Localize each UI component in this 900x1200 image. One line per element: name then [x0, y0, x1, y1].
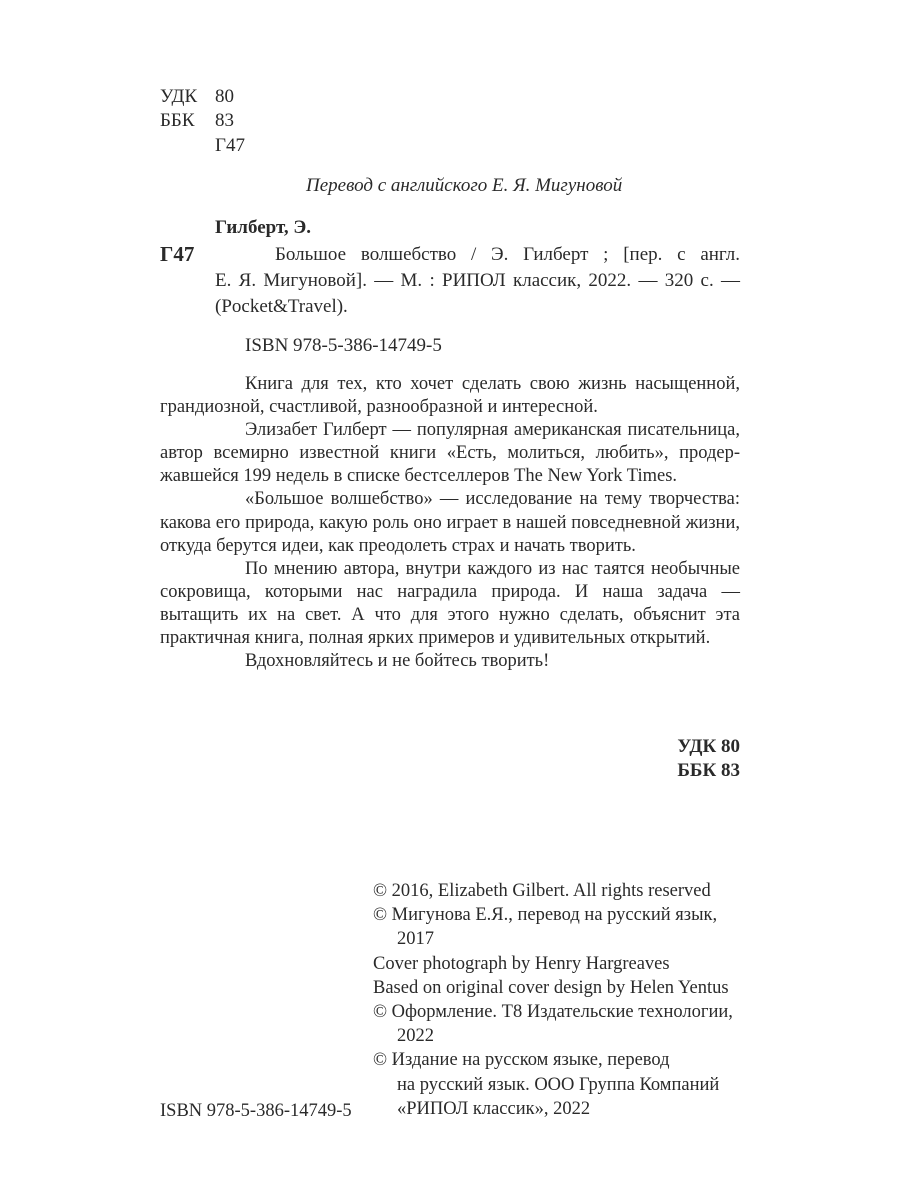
catalog-author-mark: Г47	[160, 242, 195, 266]
copyright-line: «РИПОЛ классик», 2022	[397, 1098, 591, 1119]
annotation-paragraph: Книга для тех, кто хочет сделать свою жизнь насыщенной, грандиозной, счастливой, разнообразной и интересной.	[160, 374, 740, 418]
copyright-line: Cover photograph by Henry Hargreaves	[373, 953, 670, 974]
description-line: Е. Я. Мигуновой]. — М. : РИПОЛ классик, 2022. — 320 с. —	[215, 270, 740, 291]
catalog-isbn: ISBN 978-5-386-14749-5	[245, 335, 442, 356]
footer-isbn: ISBN 978-5-386-14749-5	[160, 1101, 352, 1121]
udk-label: УДК	[160, 86, 198, 107]
bbk-value: 83	[215, 110, 234, 131]
copyright-line: © Мигунова Е.Я., перевод на русский язык,	[373, 905, 718, 926]
annotation	[160, 373, 740, 673]
classification-bbk: ББК 83	[677, 760, 740, 781]
annotation-paragraph: «Большое волшебство» — исследование на тему творчества: какова его природа, какую роль оно играет в нашей повседневной жизни, откуда берутся идеи, как преодолеть страх и начать творить.	[160, 489, 740, 556]
copyright-block	[373, 879, 773, 1121]
description-line: (Pocket&Travel).	[215, 296, 348, 317]
copyright-line: 2017	[397, 929, 434, 950]
bbk-label: ББК	[160, 110, 195, 131]
classification-udk: УДК 80	[677, 736, 740, 757]
description-line: Большое волшебство / Э. Гилберт ; [пер. с англ.	[275, 244, 740, 265]
copyright-line: © 2016, Elizabeth Gilbert. All rights reserved	[373, 881, 711, 901]
copyright-line: Based on original cover design by Helen Yentus	[373, 977, 729, 998]
annotation-paragraph: Элизабет Гилберт — популярная американская писательница, автор всемирно известной книги «Есть, молиться, любить», продержавшейся 199 недель в списке бестселлеров The New York Times.	[160, 420, 740, 487]
catalog-author: Гилберт, Э.	[215, 217, 312, 238]
copyright-line: © Издание на русском языке, перевод	[373, 1050, 670, 1071]
translation-note: Перевод с английского Е. Я. Мигуновой	[306, 175, 623, 196]
catalog-description	[215, 242, 740, 320]
author-mark: Г47	[215, 135, 245, 156]
copyright-line: на русский язык. ООО Группа Компаний	[397, 1074, 720, 1095]
udk-value: 80	[215, 86, 234, 107]
copyright-line: © Оформление. Т8 Издательские технологии,	[373, 1002, 733, 1023]
annotation-paragraph: По мнению автора, внутри каждого из нас таятся необычные сокровища, которыми нас наградила природа. И наша задача — вытащить их на свет. А что для этого нужно сделать, объяснит эта практичная книга, полная ярких примеров и удивительных открытий.	[160, 558, 740, 649]
annotation-paragraph: Вдохновляйтесь и не бойтесь творить!	[245, 651, 550, 672]
copyright-line: 2022	[397, 1026, 434, 1047]
